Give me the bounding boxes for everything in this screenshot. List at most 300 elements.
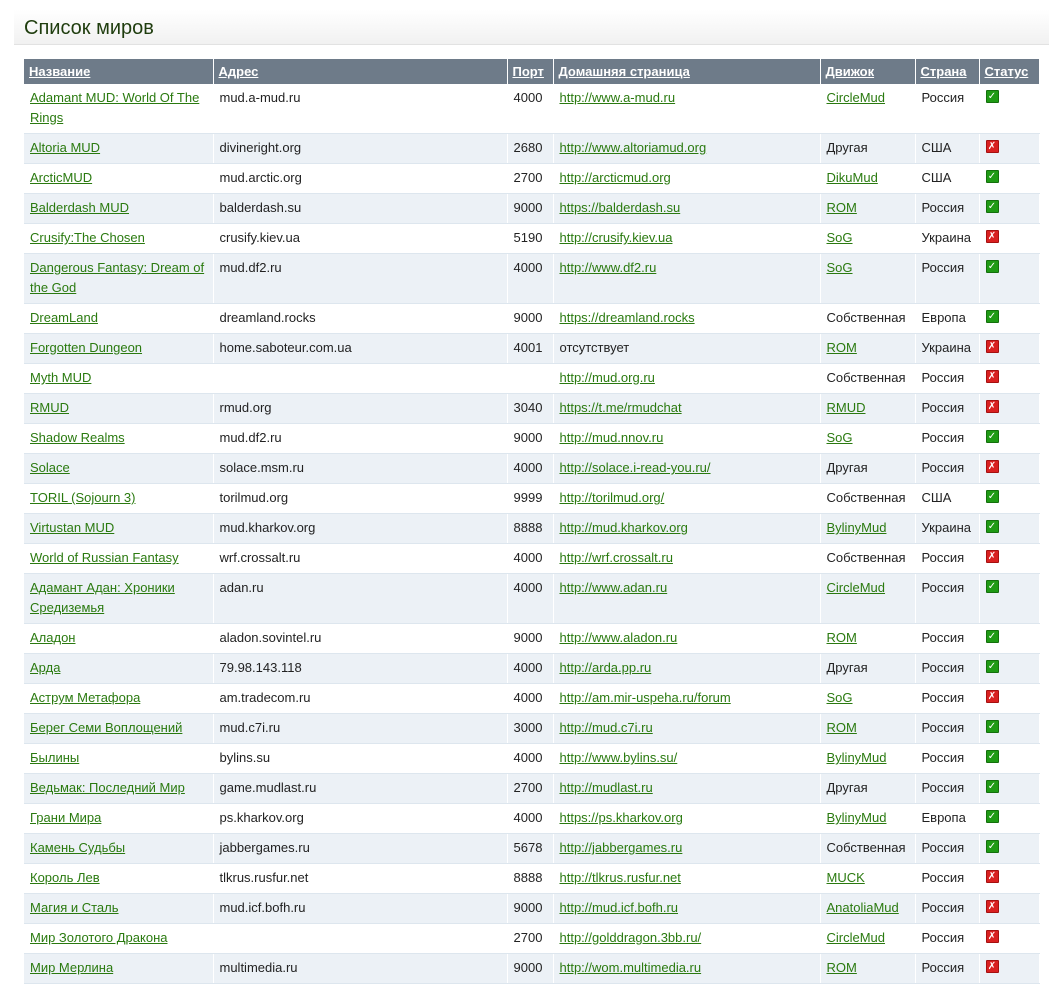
world-address: dreamland.rocks <box>219 310 316 325</box>
cell-address <box>213 864 507 894</box>
cell-country <box>915 894 979 924</box>
world-port: 9000 <box>513 430 543 445</box>
table-row <box>24 624 1039 654</box>
page-header <box>14 10 1049 45</box>
cell-address <box>213 194 507 224</box>
world-port: 4000 <box>513 460 543 475</box>
status-online-icon: ✓ <box>986 260 999 273</box>
homepage-link[interactable]: http://arcticmud.org <box>559 170 671 185</box>
engine-text: Другая <box>826 780 868 795</box>
engine-link[interactable]: CircleMud <box>826 90 886 105</box>
world-name-link[interactable]: RMUD <box>30 400 69 415</box>
world-country: Россия <box>921 750 965 765</box>
engine-text: Собственная <box>826 370 906 385</box>
cell-engine <box>820 304 915 334</box>
engine-text: Другая <box>826 460 868 475</box>
cell-port <box>507 194 553 224</box>
homepage-link[interactable]: http://mud.org.ru <box>559 370 655 385</box>
cell-port <box>507 804 553 834</box>
cell-engine <box>820 84 915 134</box>
table-row <box>24 84 1039 134</box>
world-name-link[interactable]: Король Лев <box>30 870 100 885</box>
cell-port <box>507 864 553 894</box>
homepage-link[interactable]: http://mud.nnov.ru <box>559 430 664 445</box>
cell-homepage <box>553 954 820 984</box>
world-country: Россия <box>921 780 965 795</box>
cell-engine <box>820 654 915 684</box>
status-online-icon: ✓ <box>986 720 999 733</box>
cell-address <box>213 84 507 134</box>
status-offline-icon: ✗ <box>986 870 999 883</box>
cell-country <box>915 804 979 834</box>
cell-country <box>915 544 979 574</box>
cell-address <box>213 424 507 454</box>
cell-address <box>213 924 507 954</box>
cell-name <box>24 194 213 224</box>
cell-status <box>979 774 1039 804</box>
engine-link[interactable]: BylinyMud <box>826 750 887 765</box>
engine-text: Собственная <box>826 490 906 505</box>
cell-engine <box>820 544 915 574</box>
cell-name <box>24 454 213 484</box>
homepage-link[interactable]: http://tlkrus.rusfur.net <box>559 870 681 885</box>
world-country: Украина <box>921 520 971 535</box>
world-country: Россия <box>921 430 965 445</box>
status-offline-icon: ✗ <box>986 370 999 383</box>
cell-status <box>979 714 1039 744</box>
column-header-port[interactable]: Порт <box>507 59 553 84</box>
world-name-link[interactable]: Адамант Адан: Хроники Средиземья <box>30 580 175 615</box>
cell-status <box>979 864 1039 894</box>
world-name-link[interactable]: Арда <box>30 660 61 675</box>
cell-name <box>24 514 213 544</box>
homepage-link[interactable]: http://crusify.kiev.ua <box>559 230 673 245</box>
cell-engine <box>820 484 915 514</box>
cell-homepage <box>553 924 820 954</box>
engine-link[interactable]: RMUD <box>826 400 866 415</box>
cell-engine <box>820 164 915 194</box>
cell-engine <box>820 454 915 484</box>
world-address: aladon.sovintel.ru <box>219 630 322 645</box>
status-online-icon: ✓ <box>986 580 999 593</box>
world-country: Россия <box>921 840 965 855</box>
cell-port <box>507 304 553 334</box>
world-address: tlkrus.rusfur.net <box>219 870 309 885</box>
world-name-link[interactable]: Камень Судьбы <box>30 840 126 855</box>
cell-name <box>24 654 213 684</box>
table-row <box>24 134 1039 164</box>
world-port: 4000 <box>513 690 543 705</box>
table-row <box>24 684 1039 714</box>
world-country: Россия <box>921 550 965 565</box>
table-row <box>24 194 1039 224</box>
cell-country <box>915 484 979 514</box>
cell-status <box>979 224 1039 254</box>
table-row <box>24 304 1039 334</box>
cell-port <box>507 84 553 134</box>
cell-address <box>213 224 507 254</box>
table-row <box>24 574 1039 624</box>
cell-homepage <box>553 714 820 744</box>
world-name-link[interactable]: Мир Мерлина <box>30 960 114 975</box>
cell-country <box>915 164 979 194</box>
engine-link[interactable]: ROM <box>826 720 857 735</box>
homepage-link[interactable]: http://solace.i-read-you.ru/ <box>559 460 711 475</box>
page-title: Список миров <box>24 17 154 39</box>
cell-homepage <box>553 864 820 894</box>
cell-homepage <box>553 84 820 134</box>
cell-engine <box>820 194 915 224</box>
cell-country <box>915 864 979 894</box>
cell-address <box>213 804 507 834</box>
engine-text: Собственная <box>826 550 906 565</box>
world-name-link[interactable]: Myth MUD <box>30 370 92 385</box>
cell-port <box>507 684 553 714</box>
cell-engine <box>820 574 915 624</box>
table-row <box>24 394 1039 424</box>
cell-port <box>507 624 553 654</box>
cell-country <box>915 954 979 984</box>
world-port: 8888 <box>513 520 543 535</box>
world-name-link[interactable]: Solace <box>30 460 70 475</box>
cell-engine <box>820 954 915 984</box>
column-header-homepage[interactable]: Домашняя страница <box>553 59 820 84</box>
engine-link[interactable]: ROM <box>826 960 857 975</box>
cell-homepage <box>553 334 820 364</box>
world-name-link[interactable]: World of Russian Fantasy <box>30 550 179 565</box>
cell-address <box>213 544 507 574</box>
cell-status <box>979 364 1039 394</box>
world-name-link[interactable]: Ведьмак: Последний Мир <box>30 780 185 795</box>
homepage-link[interactable]: http://torilmud.org/ <box>559 490 665 505</box>
table-row <box>24 164 1039 194</box>
world-country: Европа <box>921 310 966 325</box>
cell-status <box>979 924 1039 954</box>
homepage-link[interactable]: https://balderdash.su <box>559 200 681 215</box>
world-address: am.tradecom.ru <box>219 690 311 705</box>
homepage-link[interactable]: http://golddragon.3bb.ru/ <box>559 930 702 945</box>
table-row <box>24 864 1039 894</box>
table-row <box>24 924 1039 954</box>
world-country: Россия <box>921 200 965 215</box>
homepage-link[interactable]: http://wrf.crossalt.ru <box>559 550 673 565</box>
homepage-link[interactable]: http://www.a-mud.ru <box>559 90 676 105</box>
world-name-link[interactable]: Crusify:The Chosen <box>30 230 145 245</box>
engine-link[interactable]: BylinyMud <box>826 810 887 825</box>
world-address: mud.icf.bofh.ru <box>219 900 306 915</box>
status-online-icon: ✓ <box>986 840 999 853</box>
world-name-link[interactable]: Adamant MUD: World Of The Rings <box>30 90 200 125</box>
cell-homepage <box>553 424 820 454</box>
world-name-link[interactable]: Altoria MUD <box>30 140 101 155</box>
cell-status <box>979 624 1039 654</box>
world-address: bylins.su <box>219 750 271 765</box>
cell-port <box>507 924 553 954</box>
homepage-link[interactable]: http://mud.kharkov.org <box>559 520 688 535</box>
homepage-text: отсутствует <box>559 340 630 355</box>
cell-status <box>979 304 1039 334</box>
world-country: Россия <box>921 90 965 105</box>
world-country: Россия <box>921 930 965 945</box>
engine-link[interactable]: CircleMud <box>826 930 886 945</box>
cell-engine <box>820 864 915 894</box>
world-name-link[interactable]: Берег Семи Воплощений <box>30 720 183 735</box>
cell-country <box>915 514 979 544</box>
world-address: divineright.org <box>219 140 302 155</box>
engine-link[interactable]: AnatoliaMud <box>826 900 899 915</box>
cell-engine <box>820 774 915 804</box>
world-address: home.saboteur.com.ua <box>219 340 352 355</box>
world-name-link[interactable]: Balderdash MUD <box>30 200 129 215</box>
world-country: Россия <box>921 580 965 595</box>
world-address: multimedia.ru <box>219 960 298 975</box>
cell-address <box>213 744 507 774</box>
cell-name <box>24 364 213 394</box>
world-port: 2700 <box>513 780 543 795</box>
cell-name <box>24 894 213 924</box>
cell-address <box>213 514 507 544</box>
status-online-icon: ✓ <box>986 630 999 643</box>
homepage-link[interactable]: http://www.altoriamud.org <box>559 140 707 155</box>
cell-port <box>507 254 553 304</box>
world-port: 3040 <box>513 400 543 415</box>
cell-status <box>979 954 1039 984</box>
world-country: Россия <box>921 460 965 475</box>
cell-address <box>213 164 507 194</box>
cell-port <box>507 954 553 984</box>
world-name-link[interactable]: ArcticMUD <box>30 170 93 185</box>
engine-link[interactable]: ROM <box>826 340 857 355</box>
engine-link[interactable]: SoG <box>826 690 853 705</box>
cell-country <box>915 424 979 454</box>
table-row <box>24 254 1039 304</box>
cell-name <box>24 924 213 954</box>
cell-country <box>915 194 979 224</box>
cell-engine <box>820 134 915 164</box>
status-offline-icon: ✗ <box>986 340 999 353</box>
cell-port <box>507 364 553 394</box>
cell-country <box>915 654 979 684</box>
status-offline-icon: ✗ <box>986 460 999 473</box>
table-row <box>24 514 1039 544</box>
cell-status <box>979 254 1039 304</box>
cell-port <box>507 544 553 574</box>
cell-engine <box>820 714 915 744</box>
cell-name <box>24 304 213 334</box>
world-country: Украина <box>921 230 971 245</box>
world-port: 9000 <box>513 200 543 215</box>
homepage-link[interactable]: http://www.aladon.ru <box>559 630 678 645</box>
cell-port <box>507 834 553 864</box>
world-name-link[interactable]: Былины <box>30 750 80 765</box>
engine-link[interactable]: ROM <box>826 200 857 215</box>
world-country: Россия <box>921 630 965 645</box>
table-row <box>24 804 1039 834</box>
status-offline-icon: ✗ <box>986 140 999 153</box>
world-address: mud.c7i.ru <box>219 720 281 735</box>
column-header-engine[interactable]: Движок <box>820 59 915 84</box>
homepage-link[interactable]: https://t.me/rmudchat <box>559 400 682 415</box>
cell-engine <box>820 424 915 454</box>
world-name-link[interactable]: Аладон <box>30 630 76 645</box>
table-row <box>24 654 1039 684</box>
column-header-address[interactable]: Адрес <box>213 59 507 84</box>
status-online-icon: ✓ <box>986 430 999 443</box>
world-country: Россия <box>921 900 965 915</box>
status-online-icon: ✓ <box>986 520 999 533</box>
cell-homepage <box>553 654 820 684</box>
cell-country <box>915 254 979 304</box>
table-row <box>24 544 1039 574</box>
status-offline-icon: ✗ <box>986 690 999 703</box>
cell-status <box>979 134 1039 164</box>
cell-address <box>213 684 507 714</box>
world-port: 3000 <box>513 720 543 735</box>
cell-address <box>213 304 507 334</box>
homepage-link[interactable]: http://mud.c7i.ru <box>559 720 653 735</box>
engine-link[interactable]: DikuMud <box>826 170 878 185</box>
world-name-link[interactable]: Virtustan MUD <box>30 520 115 535</box>
cell-name <box>24 954 213 984</box>
cell-homepage <box>553 134 820 164</box>
world-name-link[interactable]: Грани Мира <box>30 810 102 825</box>
cell-country <box>915 334 979 364</box>
homepage-link[interactable]: https://ps.kharkov.org <box>559 810 683 825</box>
world-name-link[interactable]: Dangerous Fantasy: Dream of the God <box>30 260 205 295</box>
cell-country <box>915 364 979 394</box>
cell-status <box>979 834 1039 864</box>
cell-engine <box>820 924 915 954</box>
table-row <box>24 334 1039 364</box>
homepage-link[interactable]: http://wom.multimedia.ru <box>559 960 702 975</box>
homepage-link[interactable]: http://am.mir-uspeha.ru/forum <box>559 690 731 705</box>
world-name-link[interactable]: TORIL (Sojourn 3) <box>30 490 136 505</box>
homepage-link[interactable]: http://mudlast.ru <box>559 780 653 795</box>
cell-country <box>915 454 979 484</box>
engine-link[interactable]: SoG <box>826 260 853 275</box>
cell-port <box>507 774 553 804</box>
homepage-link[interactable]: http://jabbergames.ru <box>559 840 683 855</box>
world-port: 5678 <box>513 840 543 855</box>
world-address: mud.a-mud.ru <box>219 90 301 105</box>
world-address: jabbergames.ru <box>219 840 310 855</box>
cell-homepage <box>553 194 820 224</box>
world-address: adan.ru <box>219 580 264 595</box>
cell-homepage <box>553 514 820 544</box>
cell-engine <box>820 254 915 304</box>
world-address: mud.df2.ru <box>219 260 282 275</box>
cell-country <box>915 684 979 714</box>
cell-status <box>979 194 1039 224</box>
engine-link[interactable]: MUCK <box>826 870 865 885</box>
table-row <box>24 364 1039 394</box>
status-online-icon: ✓ <box>986 310 999 323</box>
world-name-link[interactable]: Мир Золотого Дракона <box>30 930 168 945</box>
cell-status <box>979 484 1039 514</box>
status-offline-icon: ✗ <box>986 230 999 243</box>
cell-name <box>24 834 213 864</box>
world-port: 4000 <box>513 90 543 105</box>
column-header-status[interactable]: Статус <box>979 59 1039 84</box>
homepage-link[interactable]: http://www.bylins.su/ <box>559 750 678 765</box>
cell-address <box>213 364 507 394</box>
world-port: 4000 <box>513 550 543 565</box>
world-name-link[interactable]: Shadow Realms <box>30 430 125 445</box>
cell-name <box>24 394 213 424</box>
cell-country <box>915 924 979 954</box>
cell-port <box>507 714 553 744</box>
engine-link[interactable]: ROM <box>826 630 857 645</box>
world-address: ps.kharkov.org <box>219 810 304 825</box>
cell-name <box>24 864 213 894</box>
table-row <box>24 774 1039 804</box>
cell-engine <box>820 514 915 544</box>
cell-homepage <box>553 894 820 924</box>
worlds-table <box>24 59 1040 984</box>
column-header-country[interactable]: Страна <box>915 59 979 84</box>
world-country: Россия <box>921 720 965 735</box>
world-port: 4000 <box>513 810 543 825</box>
cell-address <box>213 484 507 514</box>
cell-engine <box>820 394 915 424</box>
cell-status <box>979 334 1039 364</box>
world-name-link[interactable]: DreamLand <box>30 310 98 325</box>
engine-link[interactable]: SoG <box>826 230 853 245</box>
cell-name <box>24 624 213 654</box>
cell-address <box>213 654 507 684</box>
world-port: 5190 <box>513 230 543 245</box>
cell-name <box>24 164 213 194</box>
engine-link[interactable]: CircleMud <box>826 580 886 595</box>
world-address: game.mudlast.ru <box>219 780 317 795</box>
cell-status <box>979 424 1039 454</box>
homepage-link[interactable]: https://dreamland.rocks <box>559 310 695 325</box>
cell-homepage <box>553 394 820 424</box>
world-country: Россия <box>921 260 965 275</box>
status-offline-icon: ✗ <box>986 960 999 973</box>
homepage-link[interactable]: http://arda.pp.ru <box>559 660 652 675</box>
engine-link[interactable]: BylinyMud <box>826 520 887 535</box>
cell-name <box>24 334 213 364</box>
cell-country <box>915 744 979 774</box>
world-name-link[interactable]: Forgotten Dungeon <box>30 340 143 355</box>
cell-address <box>213 954 507 984</box>
world-address: mud.arctic.org <box>219 170 302 185</box>
homepage-link[interactable]: http://mud.icf.bofh.ru <box>559 900 679 915</box>
world-name-link[interactable]: Аструм Метафора <box>30 690 141 705</box>
cell-name <box>24 774 213 804</box>
world-address: solace.msm.ru <box>219 460 305 475</box>
cell-homepage <box>553 774 820 804</box>
cell-country <box>915 624 979 654</box>
cell-address <box>213 624 507 654</box>
homepage-link[interactable]: http://www.adan.ru <box>559 580 668 595</box>
world-port: 4000 <box>513 750 543 765</box>
cell-country <box>915 134 979 164</box>
table-row <box>24 224 1039 254</box>
homepage-link[interactable]: http://www.df2.ru <box>559 260 657 275</box>
column-header-name[interactable]: Название <box>24 59 213 84</box>
status-offline-icon: ✗ <box>986 900 999 913</box>
cell-port <box>507 894 553 924</box>
status-offline-icon: ✗ <box>986 550 999 563</box>
cell-name <box>24 224 213 254</box>
world-name-link[interactable]: Магия и Сталь <box>30 900 119 915</box>
world-port: 9000 <box>513 960 543 975</box>
world-port: 2700 <box>513 930 543 945</box>
cell-status <box>979 454 1039 484</box>
engine-link[interactable]: SoG <box>826 430 853 445</box>
